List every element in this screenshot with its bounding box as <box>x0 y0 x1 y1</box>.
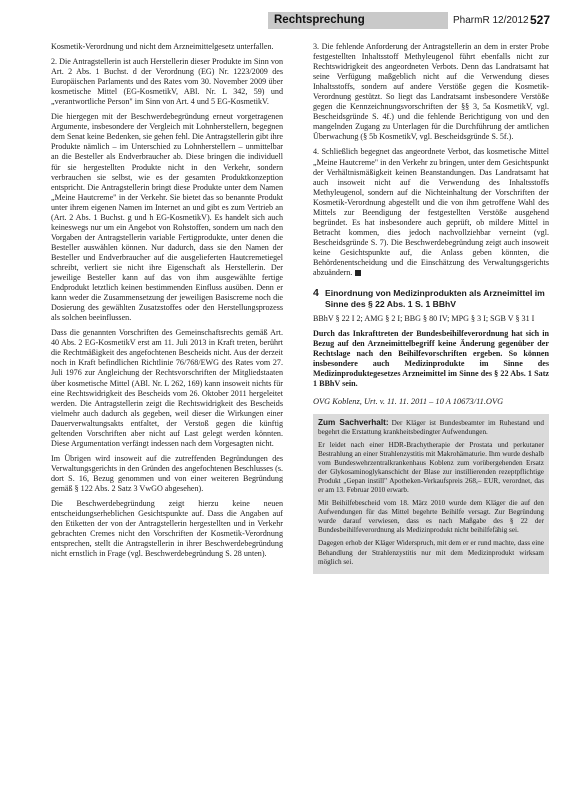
facts-intro-text: Der Kläger ist Bundesbeamter im Ruhestand und begehrt die Erstattung krankheitsbedingter Aufwendungen. <box>318 418 544 436</box>
page-number: 527 <box>530 13 551 27</box>
facts-paragraph: Dagegen erhob der Kläger Widerspruch, mit dem er er rund machte, dass eine Behandlung der Strahlenzystitis nur mit dem Medizinprodukt wirksam möglich sei. <box>318 539 544 566</box>
paragraph: Die hiergegen mit der Beschwerdebegründung erneut vorgetragenen Argumente, insbesondere der Vergleich mit Lohnherstellern, begegnen dem Senat keine Bedenken, sie gehen fehl. Die Antragstellerin gibt ihre Produkte nämlich – im Unterschied zu Lohnherstellern – unmittelbar an die Besteller als Endverbraucher ab. Diese bringen die individuell für sie hergestellten Produkte nicht in den Verkehr, sondern verbrauchen sie selbst, wie es der gesamten Produktkonzeption entspricht. Die Antragstellerin bringt diese Produkte unter dem Namen „Meine Hautcreme" in der Verkehr. Sie bietet das so benannte Produkt unter ihrem eigenen Namen im Internet an und gibt es zum Vertrieb an (Art. 2 Abs. 1 Buchst. g und h EG-KosmetikV). Es handelt sich auch keineswegs nur um ein Angebot von Rohstoffen, sondern um nach den Vorgaben der Antragstellerin variable Fertigprodukte, unter denen die Besteller auswählen können. Nur dadurch, dass sie den Namen der Besteller und Endverbraucher auf die ausgelieferten Hautcremetiegel schreibt, verliert sie nicht ihre Eigenschaft als Herstellerin. Der jeweilige Besteller kann auf das von ihm ausgewählte fertige Endprodukt letztlich keinen bestimmenden Einfluss ausüben. Denn er kann weder die Zusammensetzung der jeweiligen Basiscreme noch die Dosierung des gewählten Zusatzstoffes oder den Herstellungsprozess als solchen beeinflussen. <box>51 112 283 323</box>
facts-box <box>313 414 549 574</box>
facts-intro <box>318 418 544 437</box>
paragraph: Dass die genannten Vorschriften des Gemeinschaftsrechts gemäß Art. 40 Abs. 2 EG-KosmetikV erst am 11. Juli 2013 in Kraft treten, berührt die Rechtmäßigkeit des angefochtenen Bescheids nicht. Aus der derzeit noch in Kraft befindlichen Richtlinie 76/768/EWG des Rates vom 27. Juli 1976 zur Angleichung der Rechtsvorschriften der Mitgliedstaaten über kosmetische Mittel (ABl. Nr. L 262, 169) kann insoweit nichts für eine Rechtswidrigkeit des Bescheids vom 26. Oktober 2011 hergeleitet werden. Die Antragstellerin zeigt die Rechtswidrigkeit des Bescheids vielmehr auch dadurch als gegeben, weil dieser die Wirkungen einer Dauerverwaltungsakts entfaltet, der Verstoß gegen die künftig geltenden Vorschriften aber nicht auf Last gelegt werden könnten. Diese Argumentation verfängt indessen nach dem Vorgesagten nicht. <box>51 328 283 448</box>
facts-box-title: Zum Sachverhalt: <box>318 417 389 427</box>
section-heading <box>313 288 549 310</box>
paragraph-with-end-mark <box>313 147 549 278</box>
rubric-label: Rechtsprechung <box>274 14 365 26</box>
norms-list: BBhV § 22 I 2; AMG § 2 I; BBG § 80 IV; MPG § 3 I; SGB V § 31 I <box>313 314 535 324</box>
court-citation: OVG Koblenz, Urt. v. 11. 11. 2011 – 10 A 10673/11.OVG <box>313 397 504 407</box>
section-title: Einordnung von Medizinprodukten als Arzneimittel im Sinne des § 22 Abs. 1 S. 1 BBhV <box>325 288 545 310</box>
end-of-article-mark <box>355 270 361 276</box>
paragraph: Kosmetik-Verordnung und nicht dem Arzneimittelgesetz unterfallen. <box>51 42 274 51</box>
page-header <box>0 0 583 40</box>
section-number: 4 <box>313 287 319 300</box>
journal-issue: PharmR 12/2012 <box>453 15 529 26</box>
left-column <box>51 42 283 564</box>
right-column <box>313 42 549 574</box>
headnote: Durch das Inkrafttreten der Bundesbeihilfeverordnung hat sich in Bezug auf den Arzneimittelbegriff keine Änderung gegenüber der Rechtslage nach den Beihilfevorschriften ergeben. So können insbesondere auch Medizinprodukte im Sinne des Medizinproduktegesetzes Arzneimittel im Sinne des § 22 Abs. 1 Satz 1 BBhV sein. <box>313 329 549 389</box>
paragraph: Im Übrigen wird insoweit auf die zutreffenden Begründungen des Verwaltungsgerichts in den Gründen des angefochtenen Beschlusses (s. dort S. 16, Bezug genommen und von einer weiteren Begründung gemäß § 122 Abs. 2 Satz 3 VwGO abgesehen). <box>51 453 283 493</box>
paragraph: Die Beschwerdebegründung zeigt hierzu keine neuen entscheidungserheblichen Gesichtspunkte auf. Dass die Angaben auf den Etiketten der von der Antragstellerin hergestellten und in Verkehr gebrachten Cremes nicht den Vorschriften der Kosmetik-Verordnung entsprechen, stellt die Antragstellerin in ihrer Beschwerdebegründung nicht ernstlich in Frage (vgl. Beschwerdebegründung S. 28 unten). <box>51 499 283 559</box>
facts-paragraph: Er leidet nach einer HDR-Brachytherapie der Prostata und perkutaner Bestrahlung an einer Strahlenzystitis mit Makrohämaturie. Ihm wurde deshalb vom Bundeswehrzentralkrankenhaus Koblenz zum vorübergehenden Ersatz der Glykosaminoglykanschicht der Blase zur instillierenden rezeptpflichtige Produkt „Gepan instill" Apotheken-Verkaufspreis 268,– EUR, verordnet, das er am 13. Februar 2010 erwarb. <box>318 441 544 495</box>
paragraph: 2. Die Antragstellerin ist auch Herstellerin dieser Produkte im Sinn von Art. 2 Abs. 1 Buchst. d der Verordnung (EG) Nr. 1223/2009 des Europäischen Parlaments und des Rates vom 30. November 2009 über kosmetische Mittel (EG-KosmetikV, ABl. Nr. L 342, 59) und „verantwortliche Person" im Sinn von Art. 4 und 5 EG-KosmetikV. <box>51 57 283 107</box>
paragraph-text: 4. Schließlich begegnet das angeordnete Verbot, das kosmetische Mittel „Meine Hautcreme" in den Verkehr zu bringen, unter dem Gesichtspunkt der Verhältnismäßigkeit keinen Beanstandungen. Das Landratsamt hat auch insoweit nicht auf die Verwendung des Inhaltsstoffs Methyleugenol, sondern auf die Nichteinhaltung der Vorschriften der Kosmetik-Verordnung abgestellt und die von ihm getroffene Wahl des Mittels zur Beendigung der festgestellten Verstöße ausgehend begründet. Es hat insbesondere auch geprüft, ob mildere Mittel in Betracht kommen, dies jedoch nachvollziehbar verneint (vgl. Bescheidsgründe S. 7). Die Beschwerdebegründung zeigt auch insoweit keine Gesichtspunkte auf, die Anlass geben könnten, die Behördenentscheidung und die Einschätzung des Verwaltungsgerichts abzuändern. <box>313 147 549 278</box>
paragraph: 3. Die fehlende Anforderung der Antragstellerin an dem in erster Probe festgestellten Inhaltsstoff Methyleugenol führt ebenfalls nicht zur Rechtswidrigkeit des angeordneten Verbots. Denn das Landratsamt hat seine Verfügung maßgeblich nicht auf die Verwendung dieses Inhaltsstoffs, sondern auf andere Verstöße gegen die Kosmetik-Verordnung gestützt. So liegt das Landratsamt insbesondere Verstöße gegen die Kennzeichnungsvorschriften der §§ 3, 5a KosmetikV, vgl. Bescheidsgründe S. 4f.) und die fehlende Berichtigung von und den mangelnden Zugang zu Unterlagen für die Durchführung der amtlichen Überwachung (§ 5b KosmetikV, vgl. Bescheidsgründe S. 5f.). <box>313 42 549 142</box>
facts-paragraph: Mit Beihilfebescheid vom 18. März 2010 wurde dem Kläger die auf den Aufwendungen für das Mittel begehrte Beihilfe versagt. Zur Begründung wurde darauf verwiesen, dass es nach Maßgabe des § 22 der Bundesbeihilfeverordnung als Medizinprodukt nicht beihilfefähig sei. <box>318 499 544 535</box>
